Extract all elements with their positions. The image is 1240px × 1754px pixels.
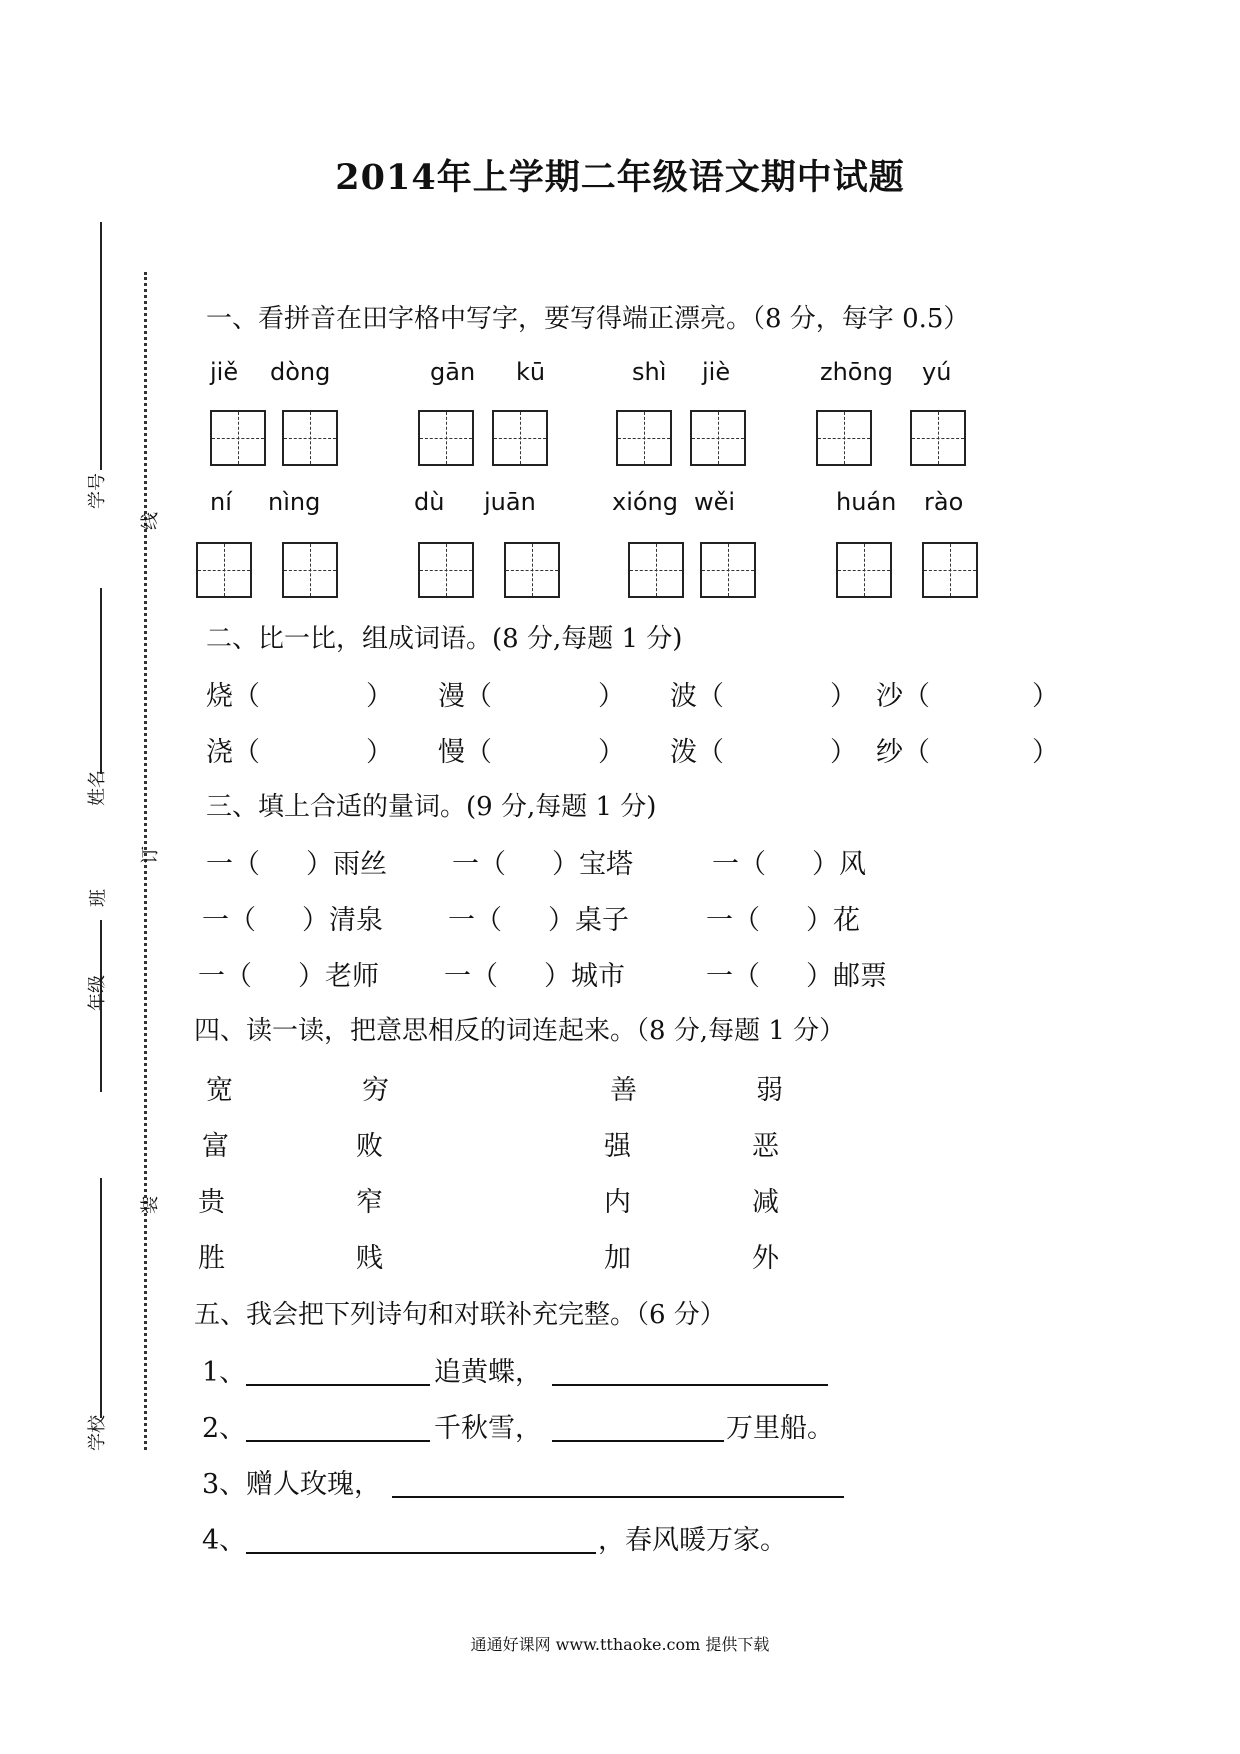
word-paren: ） (366, 737, 393, 768)
label-student-number: 学号 (87, 473, 108, 509)
pinyin: wěi (694, 488, 736, 516)
pinyin: jiè (702, 358, 731, 386)
answer-blank[interactable] (246, 1552, 596, 1554)
word-paren: ） (1032, 737, 1059, 768)
pinyin: juān (484, 488, 536, 516)
tianzige-box[interactable] (616, 410, 672, 466)
antonym-word: 恶 (752, 1131, 779, 1162)
measure-word-noun: ）清泉 (302, 905, 383, 936)
tianzige-box[interactable] (690, 410, 746, 466)
tianzige-box[interactable] (836, 542, 892, 598)
section-2-heading: 二、比一比，组成词语。(8 分,每题 1 分) (206, 624, 683, 654)
pinyin: shì (632, 358, 667, 386)
pinyin: xióng (612, 488, 678, 516)
question-number: 3、 (202, 1469, 247, 1500)
pinyin: jiě (210, 358, 239, 386)
answer-blank[interactable] (246, 1384, 430, 1386)
word-char: 烧（ (206, 681, 260, 712)
section-5-heading: 五、我会把下列诗句和对联补充完整。（6 分） (194, 1300, 726, 1330)
antonym-word: 减 (752, 1187, 779, 1218)
antonym-word: 外 (752, 1243, 779, 1274)
word-paren: ） (830, 737, 857, 768)
measure-word-noun: ）花 (806, 905, 860, 936)
measure-word-noun: ）雨丝 (306, 849, 387, 880)
question-number: 2、 (202, 1413, 247, 1444)
pinyin: gān (430, 358, 476, 386)
antonym-word: 窄 (356, 1187, 383, 1218)
word-paren: ） (366, 681, 393, 712)
measure-word-prefix: 一（ (706, 905, 760, 936)
word-char: 纱（ (876, 737, 930, 768)
tianzige-box[interactable] (418, 542, 474, 598)
binding-mark-line: 线 (140, 512, 161, 530)
antonym-word: 贵 (198, 1187, 225, 1218)
measure-word-prefix: 一（ (206, 849, 260, 880)
footer-source: 通通好课网 www.tthaoke.com 提供下载 (470, 1635, 770, 1654)
tianzige-box[interactable] (922, 542, 978, 598)
page-title: 2014年上学期二年级语文期中试题 (335, 157, 905, 198)
measure-word-prefix: 一（ (706, 961, 760, 992)
measure-word-prefix: 一（ (452, 849, 506, 880)
antonym-word: 弱 (756, 1075, 783, 1106)
label-class: 班 (88, 889, 109, 907)
antonym-word: 穷 (362, 1075, 389, 1106)
word-char: 波（ (670, 681, 724, 712)
answer-blank[interactable] (246, 1440, 430, 1442)
measure-word-prefix: 一（ (444, 961, 498, 992)
pinyin: yú (922, 358, 952, 386)
measure-word-noun: ）老师 (298, 961, 379, 992)
answer-blank[interactable] (552, 1384, 828, 1386)
question-number: 4、 (202, 1525, 247, 1556)
antonym-word: 善 (610, 1075, 637, 1106)
tianzige-box[interactable] (418, 410, 474, 466)
measure-word-noun: ）宝塔 (552, 849, 633, 880)
poem-text: 千秋雪， (434, 1413, 542, 1444)
word-char: 漫（ (438, 681, 492, 712)
word-char: 泼（ (670, 737, 724, 768)
measure-word-noun: ）风 (812, 849, 866, 880)
binding-mark-bind: 装 (140, 1196, 161, 1214)
measure-word-noun: ）桌子 (548, 905, 629, 936)
margin-line-1 (100, 222, 102, 470)
section-1-heading: 一、看拼音在田字格中写字，要写得端正漂亮。（8 分，每字 0.5） (206, 304, 970, 334)
margin-line-4 (100, 1178, 102, 1418)
pinyin: ní (210, 488, 232, 516)
pinyin: nìng (268, 488, 321, 516)
pinyin: huán (836, 488, 897, 516)
tianzige-box[interactable] (700, 542, 756, 598)
word-char: 浇（ (206, 737, 260, 768)
margin-line-2 (100, 588, 102, 774)
label-grade: 年级 (87, 975, 108, 1011)
antonym-word: 富 (202, 1131, 229, 1162)
tianzige-box[interactable] (210, 410, 266, 466)
measure-word-prefix: 一（ (202, 905, 256, 936)
word-paren: ） (598, 681, 625, 712)
antonym-word: 胜 (198, 1243, 225, 1274)
tianzige-box[interactable] (282, 410, 338, 466)
tianzige-box[interactable] (910, 410, 966, 466)
pinyin: zhōng (820, 358, 893, 386)
section-3-heading: 三、填上合适的量词。(9 分,每题 1 分) (206, 792, 657, 822)
answer-blank[interactable] (552, 1440, 724, 1442)
measure-word-prefix: 一（ (448, 905, 502, 936)
antonym-word: 败 (356, 1131, 383, 1162)
tianzige-box[interactable] (504, 542, 560, 598)
measure-word-noun: ）邮票 (806, 961, 887, 992)
tianzige-box[interactable] (816, 410, 872, 466)
word-paren: ） (830, 681, 857, 712)
answer-blank[interactable] (392, 1496, 844, 1498)
poem-text: 万里船。 (726, 1413, 834, 1444)
antonym-word: 强 (604, 1131, 631, 1162)
pinyin: kū (516, 358, 546, 386)
binding-mark-order: 订 (140, 846, 161, 864)
antonym-word: 内 (604, 1187, 631, 1218)
poem-text: 追黄蝶， (434, 1357, 542, 1388)
pinyin: rào (924, 488, 964, 516)
measure-word-prefix: 一（ (198, 961, 252, 992)
measure-word-prefix: 一（ (712, 849, 766, 880)
label-school: 学校 (87, 1415, 108, 1451)
antonym-word: 宽 (206, 1075, 233, 1106)
label-name: 姓名 (87, 770, 108, 806)
tianzige-box[interactable] (628, 542, 684, 598)
section-4-heading: 四、读一读，把意思相反的词连起来。（8 分,每题 1 分） (194, 1016, 846, 1046)
word-paren: ） (598, 737, 625, 768)
measure-word-noun: ）城市 (544, 961, 625, 992)
word-paren: ） (1032, 681, 1059, 712)
tianzige-box[interactable] (196, 542, 252, 598)
word-char: 慢（ (438, 737, 492, 768)
pinyin: dù (414, 488, 445, 516)
poem-text: ，春风暖万家。 (598, 1525, 787, 1556)
word-char: 沙（ (876, 681, 930, 712)
tianzige-box[interactable] (282, 542, 338, 598)
antonym-word: 加 (604, 1243, 631, 1274)
pinyin: dòng (270, 358, 331, 386)
question-number: 1、 (202, 1357, 247, 1388)
antonym-word: 贱 (356, 1243, 383, 1274)
poem-text: 赠人玫瑰， (246, 1469, 381, 1500)
tianzige-box[interactable] (492, 410, 548, 466)
